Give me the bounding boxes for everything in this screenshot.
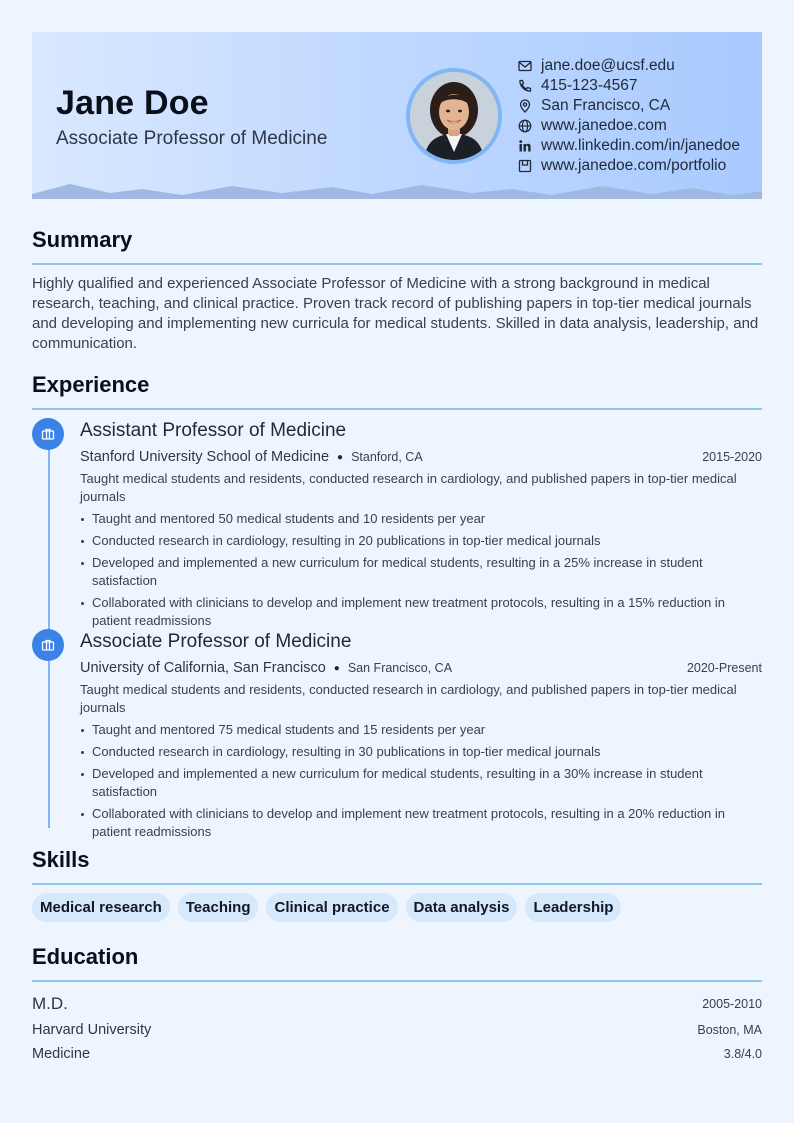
list-item: Collaborated with clinicians to develop and implement new treatment protocols, resulting in a 20% reduction in patient readmissions [80, 805, 762, 841]
avatar [406, 68, 502, 164]
candidate-title: Associate Professor of Medicine [56, 128, 328, 149]
list-item: Conducted research in cardiology, resulting in 30 publications in top-tier medical journals [80, 743, 762, 761]
meta-separator: ● [333, 662, 340, 674]
portfolio-icon [518, 159, 532, 173]
job-achievements [80, 721, 762, 841]
skill-chip: Leadership [525, 893, 621, 922]
candidate-name: Jane Doe [56, 84, 209, 122]
contact-linkedin-text: www.linkedin.com/in/janedoe [541, 137, 741, 154]
location-pin-icon [518, 99, 532, 113]
job-title: Assistant Professor of Medicine [80, 420, 347, 441]
linkedin-icon [518, 139, 532, 153]
contact-phone[interactable] [518, 76, 740, 96]
timeline-line [48, 420, 50, 828]
briefcase-icon-badge [32, 418, 64, 450]
skill-chip: Data analysis [406, 893, 518, 922]
section-divider [32, 408, 762, 410]
job-dates: 2015-2020 [702, 450, 762, 464]
skills-list [32, 893, 621, 922]
list-item: Taught and mentored 75 medical students and 15 residents per year [80, 721, 762, 739]
education-location: Boston, MA [697, 1023, 762, 1037]
job-organization: Stanford University School of Medicine [80, 449, 330, 465]
education-dates: 2005-2010 [702, 997, 762, 1011]
contact-portfolio-text: www.janedoe.com/portfolio [541, 157, 727, 174]
list-item: Developed and implemented a new curriculum for medical students, resulting in a 30% increase in student satisfaction [80, 765, 762, 801]
education-degree-row [32, 992, 762, 1016]
education-field-row [32, 1043, 762, 1065]
job-meta [80, 655, 762, 681]
list-item: Developed and implemented a new curriculum for medical students, resulting in a 25% increase in student satisfaction [80, 554, 762, 590]
contact-portfolio[interactable] [518, 156, 740, 176]
mail-icon [518, 59, 532, 73]
contact-email-text: jane.doe@ucsf.edu [541, 57, 675, 74]
education-school: Harvard University [32, 1022, 152, 1038]
education-degree: M.D. [32, 994, 68, 1013]
list-item: Conducted research in cardiology, resulting in 20 publications in top-tier medical journals [80, 532, 762, 550]
section-divider [32, 883, 762, 885]
meta-separator: ● [337, 451, 344, 463]
job-title: Associate Professor of Medicine [80, 631, 352, 652]
education-gpa: 3.8/4.0 [723, 1047, 762, 1061]
list-item: Taught and mentored 50 medical students and 10 residents per year [80, 510, 762, 528]
job-description: Taught medical students and residents, conducted research in cardiology, and published papers in top-tier medical journals [80, 682, 737, 715]
profile-photo [410, 72, 498, 160]
contact-location [518, 96, 740, 116]
briefcase-icon-badge [32, 629, 64, 661]
contact-location-text: San Francisco, CA [541, 97, 671, 114]
contact-list [518, 56, 740, 176]
phone-icon [518, 79, 532, 93]
briefcase-icon [41, 638, 55, 652]
education-field: Medicine [32, 1046, 91, 1062]
mountain-decoration [32, 183, 762, 199]
contact-linkedin[interactable] [518, 136, 740, 156]
summary-text: Highly qualified and experienced Associate Professor of Medicine with a strong background in medical research, teaching, and clinical practice. Proven track record of publishing papers in top-tier medical journals and developing and implementing new curricula for medical students. Skilled in data analysis, leadership, and communication. [32, 275, 759, 352]
resume-header [32, 32, 762, 199]
job-meta [80, 444, 762, 470]
job-dates: 2020-Present [686, 661, 762, 675]
job-description: Taught medical students and residents, conducted research in cardiology, and published papers in top-tier medical journals [80, 471, 737, 504]
section-title-experience: Experience [32, 372, 150, 397]
section-title-summary: Summary [32, 227, 133, 252]
section-divider [32, 980, 762, 982]
skill-chip: Medical research [32, 893, 170, 922]
education-school-row [32, 1019, 762, 1041]
job-location: Stanford, CA [351, 450, 423, 464]
contact-email[interactable] [518, 56, 740, 76]
job-location: San Francisco, CA [347, 661, 453, 675]
job-organization: University of California, San Francisco [80, 660, 326, 676]
briefcase-icon [41, 427, 55, 441]
contact-website[interactable] [518, 116, 740, 136]
section-title-education: Education [32, 944, 139, 969]
list-item: Collaborated with clinicians to develop and implement new treatment protocols, resulting in a 15% reduction in patient readmissions [80, 594, 762, 630]
skill-chip: Teaching [178, 893, 259, 922]
section-divider [32, 263, 762, 265]
job-achievements [80, 510, 762, 630]
skill-chip: Clinical practice [266, 893, 397, 922]
contact-website-text: www.janedoe.com [541, 117, 667, 134]
contact-phone-text: 415-123-4567 [541, 77, 638, 94]
section-title-skills: Skills [32, 847, 90, 872]
globe-icon [518, 119, 532, 133]
